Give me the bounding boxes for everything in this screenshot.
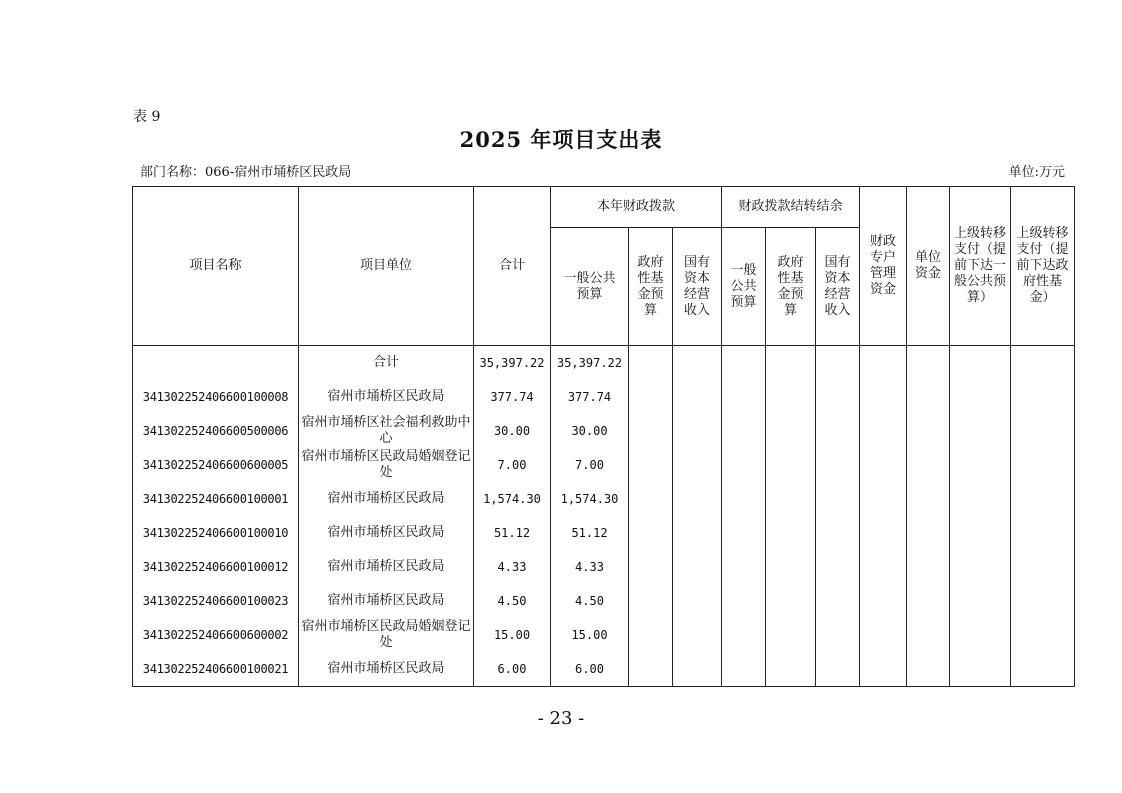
header-cy-general-text: 一般公共预算 [563,270,616,302]
unit-label: 单位:万元 [1008,165,1065,180]
row-code: 341302252406600100001 [133,482,299,516]
row-cell [950,380,1011,414]
table-row [133,448,1075,482]
row-cell [1011,550,1075,584]
row-cell [722,652,766,687]
row-cell [629,482,673,516]
row-cell [673,516,722,550]
row-cell [950,584,1011,618]
row-cell [950,448,1011,482]
row-unit: 宿州市埇桥区民政局 [299,550,474,584]
row-cell [629,652,673,687]
row-unit: 宿州市埇桥区民政局婚姻登记处 [299,618,474,652]
header-cy-gov-fund [629,228,673,346]
row-cell [816,414,860,448]
row-unit: 宿州市埇桥区民政局 [299,584,474,618]
row-unit: 宿州市埇桥区民政局 [299,482,474,516]
row-cell [629,380,673,414]
row-cell [950,482,1011,516]
row-cy-general: 377.74 [551,380,629,414]
row-cell [950,346,1011,381]
header-current-year-group: 本年财政拨款 [551,187,722,228]
row-cell [1011,516,1075,550]
row-cell [907,550,950,584]
row-cy-general: 7.00 [551,448,629,482]
row-cell [1011,380,1075,414]
row-cell [673,584,722,618]
header-transfer-general-text: 上级转移支付（提前下达一般公共预算） [954,226,1007,305]
row-cell [629,346,673,381]
row-unit: 宿州市埇桥区社会福利救助中心 [299,414,474,448]
row-cell [950,516,1011,550]
row-cell [673,652,722,687]
row-cell [722,346,766,381]
row-cell [950,414,1011,448]
row-total: 15.00 [474,618,551,652]
header-project-unit: 项目单位 [299,187,474,346]
header-cy-state-capital [673,228,722,346]
row-total: 4.50 [474,584,551,618]
row-cell [860,346,907,381]
row-cell [1011,652,1075,687]
row-cell [950,652,1011,687]
table-row [133,482,1075,516]
header-transfer-gov-fund [1011,187,1075,346]
row-cell [673,414,722,448]
row-cell [722,482,766,516]
header-total: 合计 [474,187,551,346]
row-cell [722,380,766,414]
row-cell [860,380,907,414]
row-code: 341302252406600500006 [133,414,299,448]
row-cell [673,448,722,482]
row-cell [722,448,766,482]
table-body [133,346,1075,687]
header-cy-state-capital-text: 国有资本经营收入 [684,254,711,318]
header-cy-gov-fund-text: 政府性基金预算 [637,254,664,318]
row-cell [766,584,816,618]
row-code: 341302252406600100023 [133,584,299,618]
row-cell [1011,346,1075,381]
row-cell [629,448,673,482]
row-cell [816,482,860,516]
row-cy-general: 51.12 [551,516,629,550]
row-cell [907,516,950,550]
row-code: 341302252406600600005 [133,448,299,482]
row-cell [907,380,950,414]
project-expenditure-table [132,186,1075,687]
header-fiscal-special [860,187,907,346]
row-cell [860,618,907,652]
table-row [133,346,1075,381]
row-total: 7.00 [474,448,551,482]
row-cell [816,550,860,584]
row-cy-general: 4.50 [551,584,629,618]
row-cell [950,550,1011,584]
row-cell [673,380,722,414]
header-unit-funds-text: 单位资金 [915,250,942,281]
row-cell [722,414,766,448]
row-total: 51.12 [474,516,551,550]
row-cell [907,482,950,516]
row-unit: 宿州市埇桥区民政局 [299,516,474,550]
row-cell [860,414,907,448]
row-cell [907,618,950,652]
row-cell [766,516,816,550]
row-cell [950,618,1011,652]
row-cell [816,618,860,652]
row-cell [1011,482,1075,516]
header-cy-general [551,228,629,346]
row-cell [673,346,722,381]
row-cell [816,380,860,414]
header-transfer-general [950,187,1011,346]
row-code: 341302252406600100021 [133,652,299,687]
row-code: 341302252406600600002 [133,618,299,652]
row-cell [816,652,860,687]
table-row [133,414,1075,448]
row-cell [816,448,860,482]
table-row [133,652,1075,687]
row-code: 341302252406600100012 [133,550,299,584]
row-cell [1011,618,1075,652]
row-total: 6.00 [474,652,551,687]
row-cell [766,550,816,584]
row-cell [860,584,907,618]
row-cell [1011,584,1075,618]
page-title: 2025 年项目支出表 [459,127,663,152]
row-cell [860,448,907,482]
row-total: 30.00 [474,414,551,448]
row-cell [766,448,816,482]
header-co-state-capital [816,228,860,346]
row-cell [766,380,816,414]
row-cell [722,618,766,652]
row-cell [860,652,907,687]
row-cell [816,346,860,381]
row-cy-general: 6.00 [551,652,629,687]
header-co-gov-fund [766,228,816,346]
header-transfer-gov-fund-text: 上级转移支付（提前下达政府性基金） [1016,226,1069,305]
row-cell [673,618,722,652]
header-co-general [722,228,766,346]
row-cell [722,516,766,550]
row-code: 341302252406600100008 [133,380,299,414]
row-cell [722,550,766,584]
department-label: 部门名称：066-宿州市埇桥区民政局 [140,165,352,180]
header-project-name: 项目名称 [133,187,299,346]
row-cell [816,584,860,618]
row-cell [766,618,816,652]
table-number: 表 9 [133,109,161,125]
row-cell [673,550,722,584]
row-cell [673,482,722,516]
row-total: 1,574.30 [474,482,551,516]
row-code: 341302252406600100010 [133,516,299,550]
row-cell [907,448,950,482]
row-cell [766,482,816,516]
row-cell [629,516,673,550]
row-total: 4.33 [474,550,551,584]
row-cy-general: 35,397.22 [551,346,629,381]
row-cell [907,652,950,687]
row-cell [860,516,907,550]
row-total: 377.74 [474,380,551,414]
header-unit-funds [907,187,950,346]
table-row [133,618,1075,652]
header-carryover-group: 财政拨款结转结余 [722,187,860,228]
row-unit: 宿州市埇桥区民政局 [299,652,474,687]
row-cell [907,346,950,381]
row-total: 35,397.22 [474,346,551,381]
page-number: - 23 - [537,708,585,729]
header-co-general-text: 一般公共预算 [730,262,757,310]
table-row [133,584,1075,618]
row-cy-general: 15.00 [551,618,629,652]
row-unit: 宿州市埇桥区民政局婚姻登记处 [299,448,474,482]
row-cell [860,550,907,584]
row-cell [860,482,907,516]
row-cell [629,414,673,448]
header-co-state-capital-text: 国有资本经营收入 [824,254,851,318]
row-cell [766,346,816,381]
row-cell [907,414,950,448]
row-unit: 合计 [299,346,474,381]
header-fiscal-special-text: 财政专户管理资金 [870,234,897,297]
row-cell [1011,414,1075,448]
table-row [133,516,1075,550]
table-row [133,550,1075,584]
row-cell [766,652,816,687]
row-code [133,346,299,381]
row-cell [629,550,673,584]
row-cell [907,584,950,618]
header-co-gov-fund-text: 政府性基金预算 [777,254,804,318]
table-row [133,380,1075,414]
row-cell [722,584,766,618]
row-cy-general: 1,574.30 [551,482,629,516]
row-unit: 宿州市埇桥区民政局 [299,380,474,414]
row-cy-general: 30.00 [551,414,629,448]
row-cy-general: 4.33 [551,550,629,584]
row-cell [816,516,860,550]
row-cell [629,618,673,652]
row-cell [766,414,816,448]
row-cell [629,584,673,618]
row-cell [1011,448,1075,482]
table-header [133,187,1075,346]
